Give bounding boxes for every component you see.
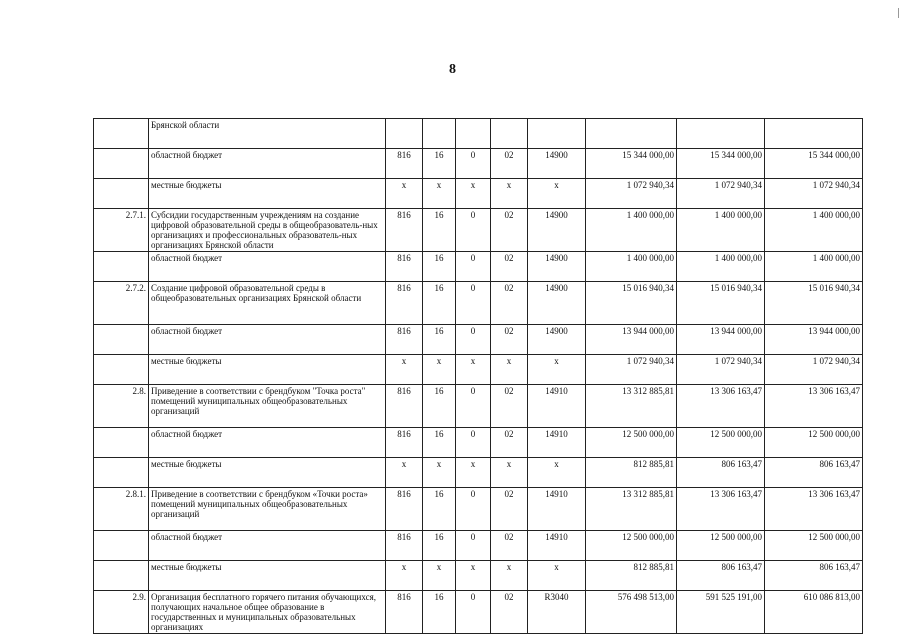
code-grbs: 816	[386, 488, 423, 531]
code-program	[491, 119, 528, 149]
amount-year3: 1 400 000,00	[765, 252, 863, 282]
code-grbs: 816	[386, 428, 423, 458]
code-program: 02	[491, 428, 528, 458]
amount-year3: 15 344 000,00	[765, 149, 863, 179]
table-row	[94, 531, 863, 561]
row-number	[94, 355, 149, 385]
code-rz: 16	[423, 325, 456, 355]
code-grbs: 816	[386, 591, 423, 634]
table-row	[94, 385, 863, 428]
amount-year1: 1 400 000,00	[586, 252, 677, 282]
amount-year3: 12 500 000,00	[765, 428, 863, 458]
code-target: 14910	[528, 385, 586, 428]
code-pr	[456, 119, 491, 149]
table-row	[94, 561, 863, 591]
code-program: 02	[491, 252, 528, 282]
code-grbs: x	[386, 561, 423, 591]
amount-year3: 1 072 940,34	[765, 355, 863, 385]
code-rz: x	[423, 355, 456, 385]
code-program: 02	[491, 531, 528, 561]
code-rz: 16	[423, 209, 456, 252]
code-rz: 16	[423, 385, 456, 428]
amount-year3	[765, 119, 863, 149]
code-program: 02	[491, 149, 528, 179]
table-row	[94, 428, 863, 458]
amount-year3: 806 163,47	[765, 458, 863, 488]
amount-year3: 1 072 940,34	[765, 179, 863, 209]
amount-year1: 1 072 940,34	[586, 355, 677, 385]
code-pr: 0	[456, 385, 491, 428]
row-name: Организация бесплатного горячего питания обучающихся, получающих начальное общее образование в государственных и муниципальных образовательных организациях	[149, 591, 386, 634]
code-target	[528, 119, 586, 149]
row-number: 2.8.1.	[94, 488, 149, 531]
row-number: 2.7.1.	[94, 209, 149, 252]
code-rz: x	[423, 179, 456, 209]
amount-year2: 13 306 163,47	[677, 385, 765, 428]
amount-year3: 15 016 940,34	[765, 282, 863, 325]
code-grbs: 816	[386, 209, 423, 252]
code-rz: 16	[423, 282, 456, 325]
code-grbs: x	[386, 179, 423, 209]
amount-year1: 812 885,81	[586, 561, 677, 591]
row-number	[94, 458, 149, 488]
code-rz: 16	[423, 488, 456, 531]
code-rz: 16	[423, 428, 456, 458]
code-target: 14900	[528, 209, 586, 252]
code-target: 14900	[528, 252, 586, 282]
amount-year2: 1 072 940,34	[677, 355, 765, 385]
amount-year3: 13 306 163,47	[765, 385, 863, 428]
row-number	[94, 428, 149, 458]
code-target: x	[528, 355, 586, 385]
code-pr: x	[456, 355, 491, 385]
amount-year2: 12 500 000,00	[677, 531, 765, 561]
code-target: 14910	[528, 428, 586, 458]
amount-year2: 1 072 940,34	[677, 179, 765, 209]
amount-year1: 13 312 885,81	[586, 488, 677, 531]
code-pr: x	[456, 458, 491, 488]
amount-year2: 591 525 191,00	[677, 591, 765, 634]
amount-year3: 13 306 163,47	[765, 488, 863, 531]
code-pr: 0	[456, 428, 491, 458]
amount-year2: 1 400 000,00	[677, 209, 765, 252]
code-grbs: 816	[386, 252, 423, 282]
code-pr: x	[456, 179, 491, 209]
code-pr: 0	[456, 488, 491, 531]
row-name: Приведение в соответствии с брендбуком "Точка роста" помещений муниципальных общеобразовательных организаций	[149, 385, 386, 428]
code-grbs: 816	[386, 149, 423, 179]
row-number	[94, 179, 149, 209]
amount-year1: 15 344 000,00	[586, 149, 677, 179]
code-pr: x	[456, 561, 491, 591]
amount-year2: 13 944 000,00	[677, 325, 765, 355]
code-rz: 16	[423, 252, 456, 282]
table-row	[94, 488, 863, 531]
code-rz: x	[423, 458, 456, 488]
table-row	[94, 282, 863, 325]
code-grbs: 816	[386, 325, 423, 355]
code-grbs: 816	[386, 282, 423, 325]
code-program: 02	[491, 325, 528, 355]
row-number	[94, 119, 149, 149]
budget-table	[93, 118, 863, 634]
table-row	[94, 355, 863, 385]
code-program: x	[491, 355, 528, 385]
code-target: 14910	[528, 531, 586, 561]
code-grbs: x	[386, 355, 423, 385]
table-row	[94, 252, 863, 282]
amount-year1: 12 500 000,00	[586, 531, 677, 561]
amount-year1: 12 500 000,00	[586, 428, 677, 458]
code-program: 02	[491, 385, 528, 428]
code-rz	[423, 119, 456, 149]
row-name: Брянской области	[149, 119, 386, 149]
row-name: областной бюджет	[149, 428, 386, 458]
amount-year1: 1 072 940,34	[586, 179, 677, 209]
amount-year2: 806 163,47	[677, 561, 765, 591]
code-program: x	[491, 561, 528, 591]
amount-year2: 13 306 163,47	[677, 488, 765, 531]
code-target: 14900	[528, 149, 586, 179]
row-number	[94, 561, 149, 591]
code-program: x	[491, 179, 528, 209]
amount-year3: 12 500 000,00	[765, 531, 863, 561]
amount-year1	[586, 119, 677, 149]
row-name: местные бюджеты	[149, 561, 386, 591]
table-row	[94, 179, 863, 209]
row-name: местные бюджеты	[149, 458, 386, 488]
row-number	[94, 252, 149, 282]
row-name: областной бюджет	[149, 149, 386, 179]
code-program: 02	[491, 488, 528, 531]
code-program: 02	[491, 209, 528, 252]
scan-artifact	[898, 8, 899, 18]
table-row	[94, 458, 863, 488]
code-grbs: x	[386, 458, 423, 488]
amount-year2: 806 163,47	[677, 458, 765, 488]
table-row	[94, 209, 863, 252]
amount-year2: 1 400 000,00	[677, 252, 765, 282]
code-target: x	[528, 561, 586, 591]
amount-year1: 576 498 513,00	[586, 591, 677, 634]
code-program: 02	[491, 591, 528, 634]
row-name: областной бюджет	[149, 325, 386, 355]
row-number: 2.7.2.	[94, 282, 149, 325]
amount-year1: 13 312 885,81	[586, 385, 677, 428]
row-name: Приведение в соответствии с брендбуком «Точки роста» помещений муниципальных общеобразовательных организаций	[149, 488, 386, 531]
row-number	[94, 149, 149, 179]
table-row	[94, 149, 863, 179]
amount-year3: 610 086 813,00	[765, 591, 863, 634]
table-body	[94, 119, 863, 634]
code-rz: 16	[423, 149, 456, 179]
code-grbs: 816	[386, 531, 423, 561]
code-pr: 0	[456, 325, 491, 355]
code-pr: 0	[456, 252, 491, 282]
code-grbs: 816	[386, 385, 423, 428]
code-rz: 16	[423, 591, 456, 634]
code-program: 02	[491, 282, 528, 325]
page-number: 8	[449, 62, 456, 77]
table-row	[94, 591, 863, 634]
amount-year1: 1 400 000,00	[586, 209, 677, 252]
amount-year2: 12 500 000,00	[677, 428, 765, 458]
row-number	[94, 531, 149, 561]
amount-year3: 806 163,47	[765, 561, 863, 591]
code-target: 14910	[528, 488, 586, 531]
row-name: местные бюджеты	[149, 355, 386, 385]
code-pr: 0	[456, 531, 491, 561]
row-number	[94, 325, 149, 355]
code-pr: 0	[456, 282, 491, 325]
code-target: 14900	[528, 325, 586, 355]
code-rz: x	[423, 561, 456, 591]
code-target: x	[528, 458, 586, 488]
row-name: Создание цифровой образовательной среды в общеобразовательных организациях Брянской области	[149, 282, 386, 325]
code-rz: 16	[423, 531, 456, 561]
amount-year1: 13 944 000,00	[586, 325, 677, 355]
row-number: 2.8.	[94, 385, 149, 428]
amount-year2	[677, 119, 765, 149]
row-name: областной бюджет	[149, 531, 386, 561]
code-program: x	[491, 458, 528, 488]
code-target: R3040	[528, 591, 586, 634]
row-name: местные бюджеты	[149, 179, 386, 209]
code-pr: 0	[456, 149, 491, 179]
amount-year2: 15 344 000,00	[677, 149, 765, 179]
code-pr: 0	[456, 209, 491, 252]
row-number: 2.9.	[94, 591, 149, 634]
row-name: Субсидии государственным учреждениям на создание цифровой образовательной среды в общеобразователь-ных организациях и профессиональных образователь-ных организациях Брянской области	[149, 209, 386, 252]
code-target: 14900	[528, 282, 586, 325]
amount-year1: 812 885,81	[586, 458, 677, 488]
amount-year1: 15 016 940,34	[586, 282, 677, 325]
table-row	[94, 119, 863, 149]
code-target: x	[528, 179, 586, 209]
table-row	[94, 325, 863, 355]
code-pr: 0	[456, 591, 491, 634]
row-name: областной бюджет	[149, 252, 386, 282]
amount-year3: 1 400 000,00	[765, 209, 863, 252]
amount-year3: 13 944 000,00	[765, 325, 863, 355]
amount-year2: 15 016 940,34	[677, 282, 765, 325]
code-grbs	[386, 119, 423, 149]
